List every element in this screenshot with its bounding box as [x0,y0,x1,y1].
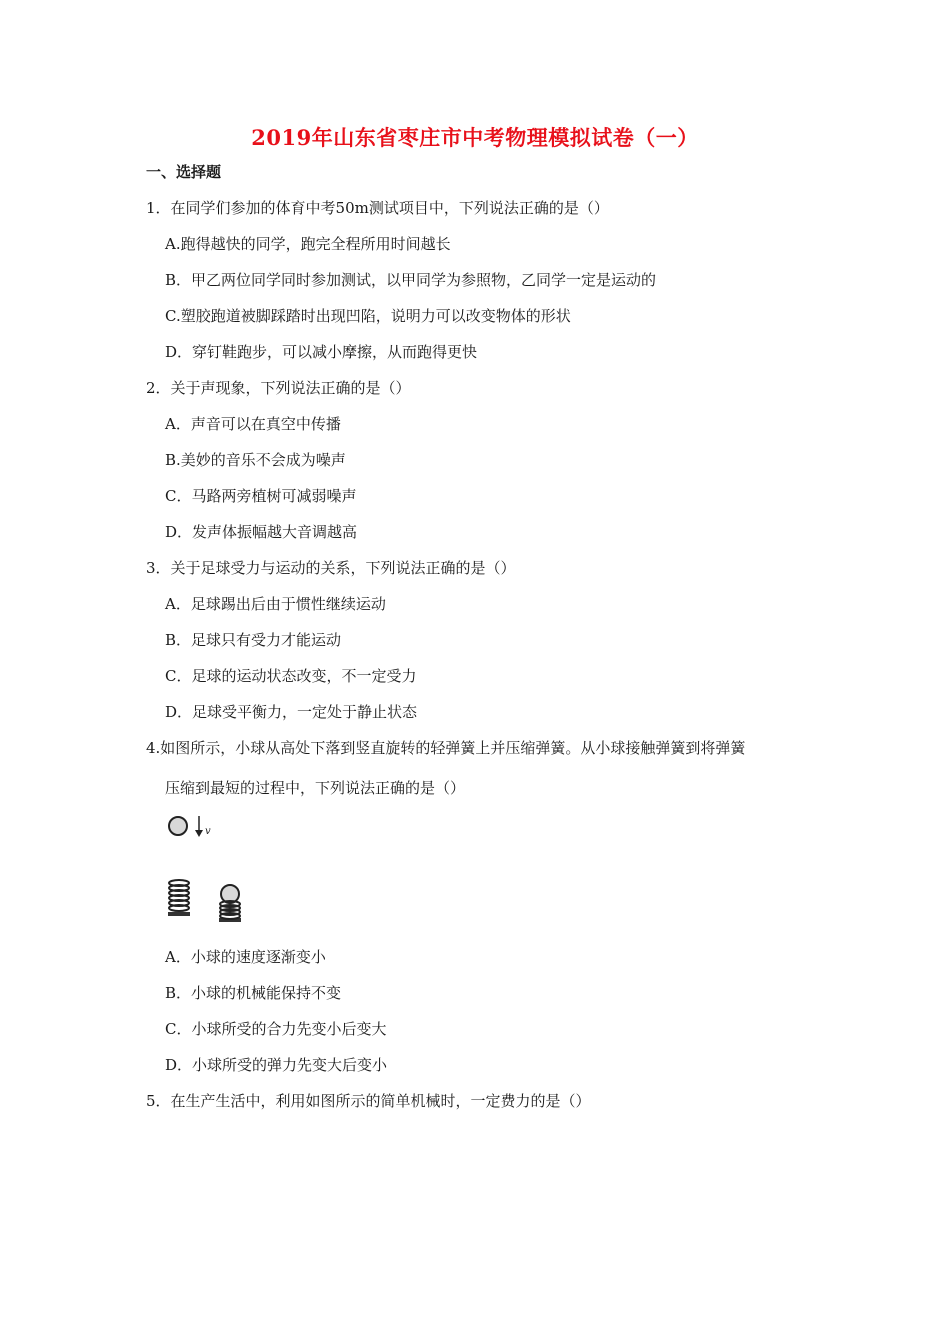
question-3-option-b: B．足球只有受力才能运动 [165,631,342,649]
spring-compressed-with-ball [219,885,241,922]
question-3-option-a: A．足球踢出后由于惯性继续运动 [165,595,386,613]
question-2-option-d: D．发声体振幅越大音调越高 [165,523,358,541]
question-4-stem: 4.如图所示，小球从高处下落到竖直旋转的轻弹簧上并压缩弹簧。从小球接触弹簧到将弹簧 [146,739,746,757]
question-3-stem: 3．关于足球受力与运动的关系，下列说法正确的是（） [146,559,516,577]
question-1-stem: 1．在同学们参加的体育中考50m测试项目中，下列说法正确的是（） [146,199,609,217]
velocity-arrow-head [195,830,203,837]
question-4-option-a: A．小球的速度逐渐变小 [165,948,326,966]
question-1-option-d: D．穿钉鞋跑步，可以减小摩擦，从而跑得更快 [165,343,478,361]
question-2-stem: 2．关于声现象，下列说法正确的是（） [146,379,411,397]
question-5-stem: 5．在生产生活中，利用如图所示的简单机械时，一定费力的是（） [146,1092,591,1110]
question-2-option-b: B.美妙的音乐不会成为噪声 [165,451,346,469]
question-2-option-c: C．马路两旁植树可减弱噪声 [165,487,357,505]
section-heading: 一、选择题 [146,163,222,181]
question-1-option-c: C.塑胶跑道被脚踩踏时出现凹陷，说明力可以改变物体的形状 [165,307,571,325]
question-3-option-d: D．足球受平衡力，一定处于静止状态 [165,703,418,721]
falling-ball [169,817,187,835]
question-4-stem-continued: 压缩到最短的过程中，下列说法正确的是（） [165,779,466,797]
velocity-label: v [205,826,211,837]
question-3-option-c: C．足球的运动状态改变，不一定受力 [165,667,417,685]
question-4-option-c: C．小球所受的合力先变小后变大 [165,1020,387,1038]
question-2-option-a: A．声音可以在真空中传播 [165,415,341,433]
question-1-option-a: A.跑得越快的同学，跑完全程所用时间越长 [165,235,451,253]
spring-ball-figure [164,812,244,932]
page-title: 2019年山东省枣庄市中考物理模拟试卷（一） [251,125,699,150]
spring-uncompressed [168,880,190,916]
spring-ball-diagram [164,812,244,932]
question-4-option-b: B．小球的机械能保持不变 [165,984,342,1002]
question-1-option-b: B．甲乙两位同学同时参加测试，以甲同学为参照物，乙同学一定是运动的 [165,271,657,289]
question-4-option-d: D．小球所受的弹力先变大后变小 [165,1056,388,1074]
